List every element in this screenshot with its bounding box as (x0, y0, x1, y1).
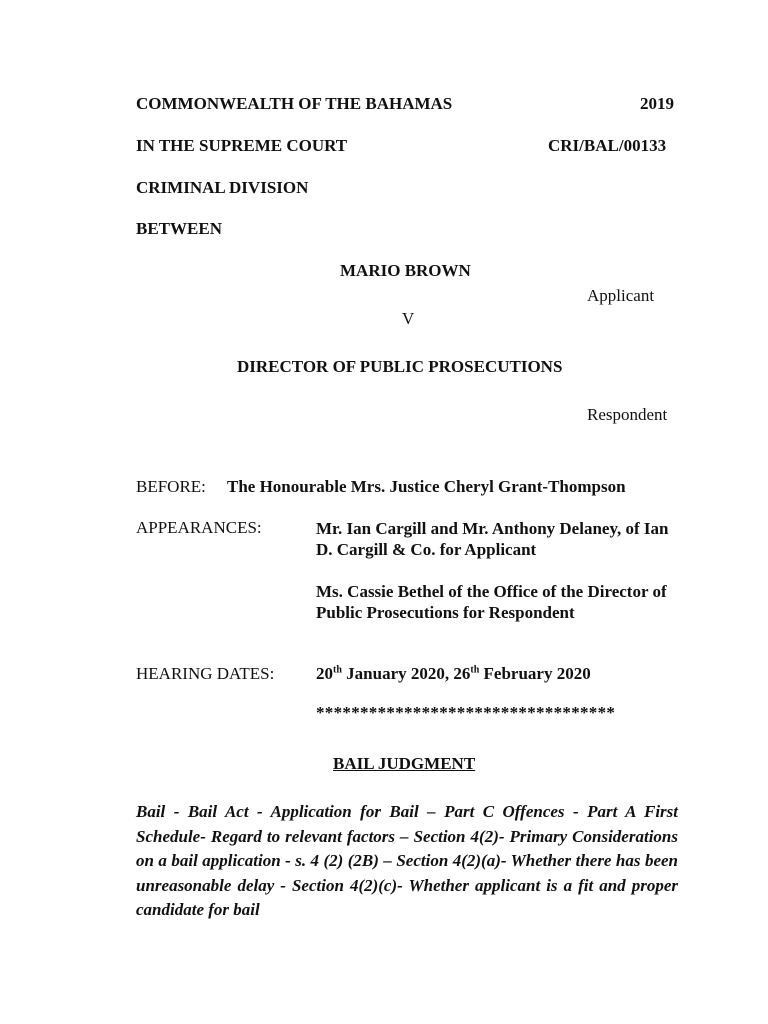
summary-paragraph: Bail - Bail Act - Application for Bail – Part C Offences - Part A First Schedule- Regard to relevant factors – Section 4(2)- Primary Considerations on a bail application - s. 4 (2) (2B) – Section 4(2)(a)- Whether there has been unreasonable delay - Section 4(2)(c)- Whether applicant is a fit and proper candidate for bail (136, 802, 678, 919)
separator: ********************************** (316, 703, 616, 722)
hearing-label: HEARING DATES: (136, 664, 275, 683)
year: 2019 (640, 94, 674, 113)
court-heading: IN THE SUPREME COURT (136, 136, 348, 155)
between-heading: BETWEEN (136, 219, 222, 238)
respondent-role: Respondent (587, 405, 668, 424)
versus: V (402, 309, 415, 328)
applicant-name: MARIO BROWN (340, 261, 471, 280)
judge-name: The Honourable Mrs. Justice Cheryl Grant-Thompson (227, 477, 626, 496)
applicant-role: Applicant (587, 286, 655, 305)
case-number: CRI/BAL/00133 (548, 136, 667, 155)
before-label: BEFORE: (136, 477, 206, 496)
respondent-name: DIRECTOR OF PUBLIC PROSECUTIONS (237, 357, 563, 376)
respondent-counsel: Ms. Cassie Bethel of the Office of the Director of Public Prosecutions for Respondent (316, 582, 667, 622)
division-heading: CRIMINAL DIVISION (136, 178, 309, 197)
jurisdiction-heading: COMMONWEALTH OF THE BAHAMAS (136, 94, 453, 113)
applicant-counsel: Mr. Ian Cargill and Mr. Anthony Delaney, of Ian D. Cargill & Co. for Applicant (316, 519, 669, 559)
judgment-title: BAIL JUDGMENT (333, 754, 476, 773)
appearances-label: APPEARANCES: (136, 518, 262, 537)
hearing-dates: 20th January 2020, 26th February 2020 (316, 664, 591, 683)
